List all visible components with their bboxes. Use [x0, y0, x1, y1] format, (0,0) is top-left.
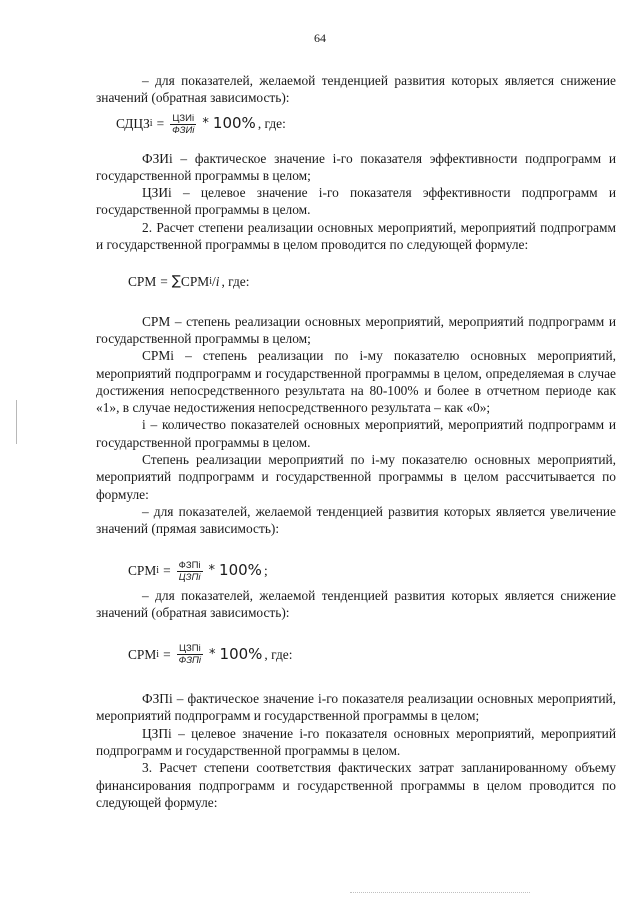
- formula: [96, 643, 616, 666]
- paragraph: 3. Расчет степени соответствия фактических затрат запланированному объему финансирования подпрограмм и государственной программы в целом проводится по следующей формуле:: [96, 760, 616, 810]
- paragraph: 2. Расчет степени реализации основных мероприятий, мероприятий подпрограмм и государственной программы в целом проводится по следующей формуле:: [96, 219, 616, 253]
- paragraph: СРМ – степень реализации основных мероприятий, мероприятий подпрограмм и государственной программы в целом;: [96, 313, 616, 346]
- formula-left: СРМ: [128, 274, 157, 290]
- fraction-numerator: ЦЗИi: [172, 112, 195, 124]
- paragraph: – для показателей, желаемой тенденцией развития которых является снижение значений (обратная зависимость):: [96, 587, 616, 620]
- sum-symbol: ∑: [171, 274, 181, 290]
- fraction-denominator: ФЗИi: [172, 124, 195, 136]
- margin-mark: [16, 400, 17, 444]
- paragraph: – для показателей, желаемой тенденцией развития которых является снижение значений (обратная зависимость):: [96, 73, 616, 106]
- division-slash: /: [211, 274, 216, 290]
- fraction: [177, 560, 203, 583]
- document-body: [96, 72, 616, 811]
- formula-subscript: i: [149, 118, 153, 130]
- equals-sign: =: [156, 116, 165, 132]
- scan-artifact: [350, 892, 530, 894]
- multiply-sign: *: [202, 116, 209, 132]
- paragraph: ЦЗПi – целевое значение i-го показателя основных мероприятий, мероприятий подпрограмм и государственной программы в целом.: [96, 725, 616, 759]
- formula-left: СРМ: [128, 646, 157, 662]
- fraction: [170, 113, 196, 136]
- multiply-sign: *: [208, 563, 216, 579]
- formula-subscript: i: [156, 648, 160, 660]
- percent-value: 100%: [212, 114, 256, 133]
- formula-subscript: i: [156, 565, 160, 577]
- formula-tail: , где:: [257, 116, 286, 132]
- formula-left: СРМ: [128, 563, 157, 579]
- paragraph: ФЗПi – фактическое значение i-го показателя реализации основных мероприятий, мероприятий подпрограмм и государственной программы в целом;: [96, 691, 616, 724]
- formula-tail: ;: [263, 563, 268, 579]
- fraction: [177, 643, 203, 666]
- equals-sign: =: [163, 563, 171, 579]
- paragraph: – для показателей, желаемой тенденцией развития которых является увеличение значений (прямая зависимость):: [96, 503, 616, 537]
- divisor: i: [215, 274, 220, 290]
- paragraph: i – количество показателей основных мероприятий, мероприятий подпрограмм и государственной программы в целом.: [96, 417, 616, 450]
- paragraph: СРМi – степень реализации по i-му показателю основных мероприятий, мероприятий подпрограмм и государственной программы в целом, определяемая в случае достижения непосредственного результата на 80-100% и более в отчетном периоде как «1», в случае недостижения непосредственного результата – как «0»;: [96, 348, 616, 416]
- formula-left: СДЦЗ: [116, 116, 150, 132]
- formula-tail: , где:: [264, 646, 293, 662]
- formula-subscript: i: [209, 276, 212, 288]
- fraction-denominator: ЦЗПi: [178, 571, 201, 583]
- multiply-sign: *: [209, 646, 216, 662]
- paragraph: ФЗИi – фактическое значение i-го показателя эффективности подпрограмм и государственной программы в целом;: [96, 150, 616, 183]
- sum-formula: [96, 273, 616, 290]
- paragraph: ЦЗИi – целевое значение i-го показателя эффективности подпрограмм и государственной программы в целом.: [96, 185, 616, 218]
- paragraph: Степень реализации мероприятий по i-му показателю основных мероприятий, мероприятий подпрограмм и государственной программы в целом рассчитывается по формуле:: [96, 452, 616, 502]
- percent-value: 100%: [219, 644, 263, 663]
- fraction-numerator: ЦЗПi: [178, 643, 201, 655]
- formula: [96, 560, 616, 583]
- formula-tail: , где:: [221, 274, 250, 290]
- fraction-numerator: ФЗПi: [178, 559, 201, 571]
- fraction-denominator: ФЗПi: [178, 655, 202, 667]
- equals-sign: =: [160, 274, 168, 290]
- page-number: 64: [314, 31, 326, 45]
- sum-term: СРМ: [180, 274, 210, 290]
- formula: [96, 113, 616, 136]
- equals-sign: =: [163, 646, 171, 662]
- percent-value: 100%: [219, 561, 262, 580]
